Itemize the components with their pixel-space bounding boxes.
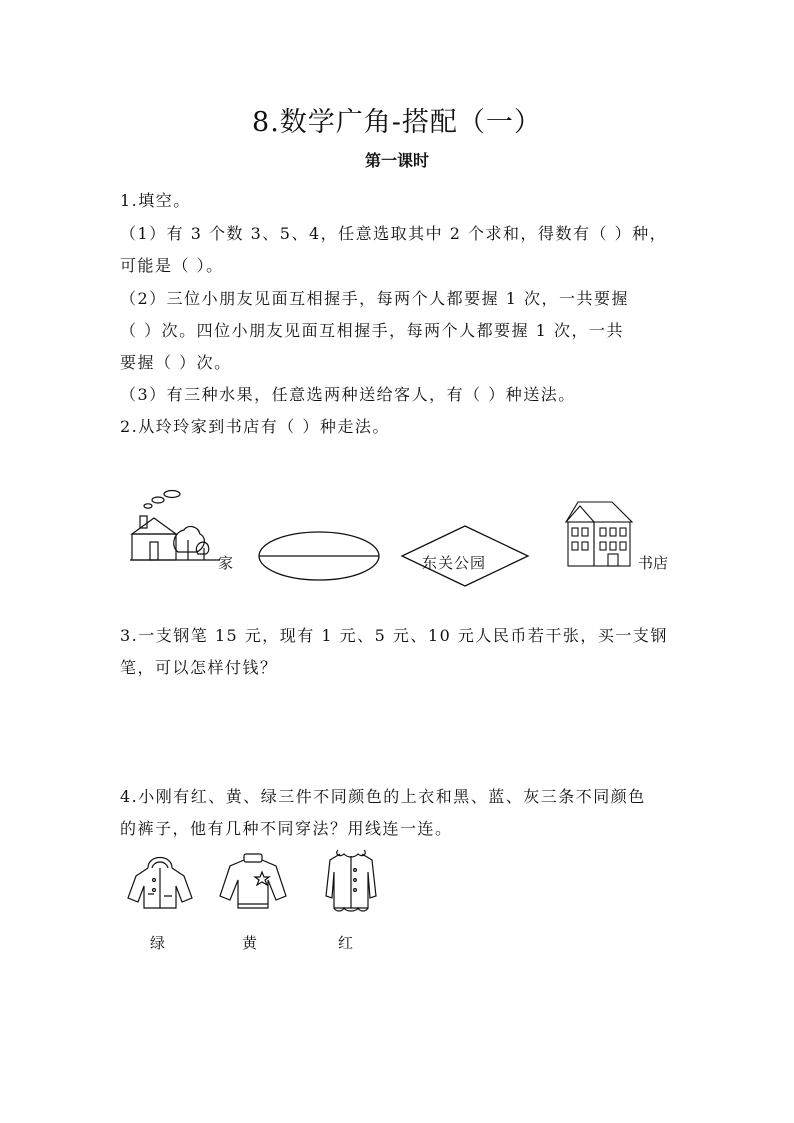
hooded-jacket-icon xyxy=(124,850,196,912)
worksheet-title: 8.数学广角-搭配（一） xyxy=(252,107,542,138)
color-label-yellow: 黄 xyxy=(242,934,258,952)
q1-part1-line2: 可能是（ ）。 xyxy=(120,256,224,275)
q3-line2: 笔，可以怎样付钱？ xyxy=(120,658,278,677)
q3-line1: 3.一支钢笔 15 元，现有 1 元、5 元、10 元人民币若干张，买一支钢 xyxy=(120,626,668,645)
park-label: 东关公园 xyxy=(422,554,487,572)
home-icon xyxy=(128,488,218,568)
fur-coat-icon xyxy=(322,846,380,914)
ellipse-route xyxy=(258,530,380,582)
q1-part2-line1: （2）三位小朋友见面互相握手，每两个人都要握 1 次，一共要握 xyxy=(120,289,630,308)
q1-heading: 1.填空。 xyxy=(120,191,191,210)
color-label-red: 红 xyxy=(338,934,354,952)
q4-line1: 4.小刚有红、黄、绿三件不同颜色的上衣和黑、蓝、灰三条不同颜色 xyxy=(120,787,646,806)
color-label-green: 绿 xyxy=(150,934,166,952)
q2-heading: 2.从玲玲家到书店有（ ）种走法。 xyxy=(120,417,390,436)
bookstore-icon xyxy=(560,498,636,570)
q1-part3-line1: （3）有三种水果，任意选两种送给客人，有（ ）种送法。 xyxy=(120,385,576,404)
q1-part2-line3: 要握（ ）次。 xyxy=(120,353,232,372)
lesson-subtitle: 第一课时 xyxy=(364,151,429,170)
home-label: 家 xyxy=(218,554,234,572)
q4-line2: 的裤子，他有几种不同穿法？用线连一连。 xyxy=(120,819,453,838)
sweater-icon xyxy=(216,850,290,912)
q1-part2-line2: （ ）次。四位小朋友见面互相握手，每两个人都要握 1 次，一共 xyxy=(120,321,624,340)
bookstore-label: 书店 xyxy=(638,554,669,572)
q1-part1-line1: （1）有 3 个数 3、5、4，任意选取其中 2 个求和，得数有（ ）种， xyxy=(120,224,668,243)
